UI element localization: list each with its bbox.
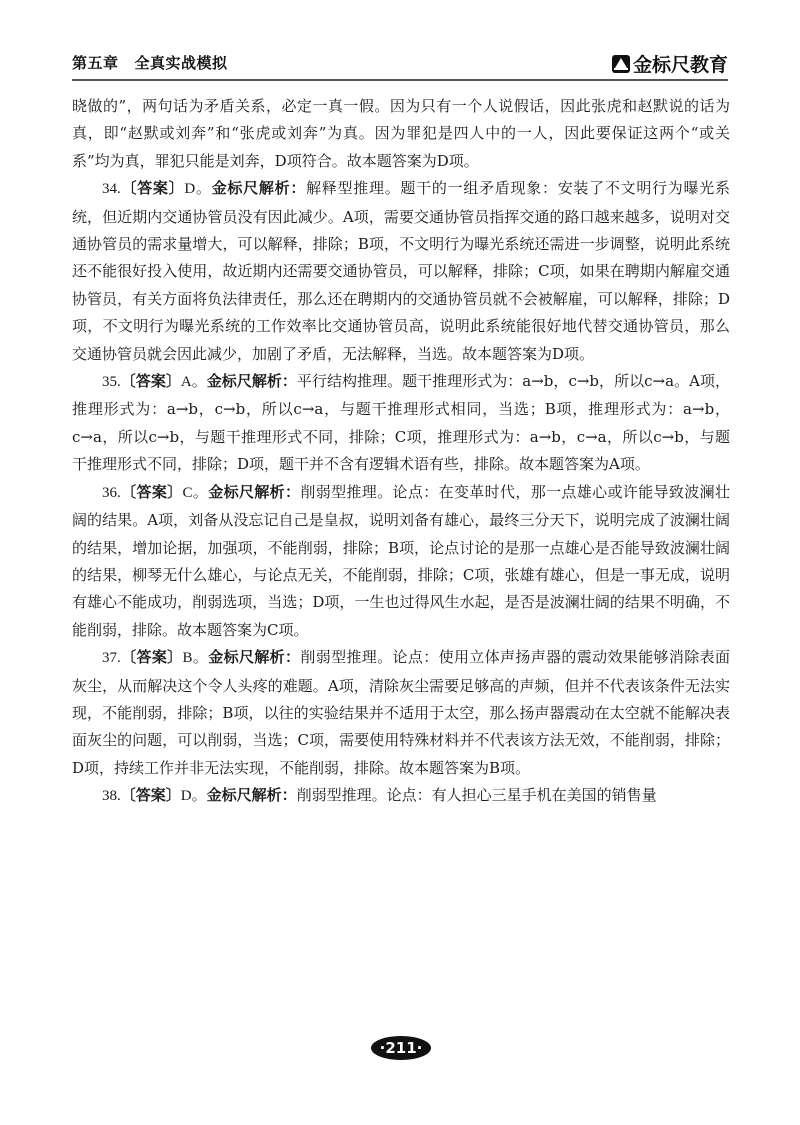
paragraph-text: 削弱型推理。论点：使用立体声扬声器的震动效果能够消除表面灰尘，从而解决这个令人头疼的难题。A项，清除灰尘需要足够高的声频，但并不代表该条件无法实现，不能削弱，排除；B项，以往的实验结果并不适用于太空，那么扬声器震动在太空就不能解决表面灰尘的问题，可以削弱，当选；C项，需要使用特殊材料并不代表该方法无效，不能削弱，排除；D项，持续工作并非无法实现，不能削弱，排除。故本题答案为B项。 — [72, 648, 730, 777]
header-divider — [72, 79, 728, 81]
question-number: 38. — [102, 788, 121, 805]
analysis-label: 金标尺解析： — [211, 179, 307, 198]
answer-paragraph-35 — [72, 368, 730, 479]
answer-paragraph-38 — [72, 782, 730, 810]
analysis-label: 金标尺解析： — [208, 648, 301, 667]
answer-tag: 〔答案〕 — [120, 372, 181, 391]
question-number: 34. — [102, 181, 121, 198]
answer-tag: 〔答案〕 — [120, 482, 183, 501]
answer-tag: 〔答案〕 — [120, 786, 181, 805]
paragraph-text: 解释型推理。题干的一组矛盾现象：安装了不文明行为曝光系统，但近期内交通协管员没有因此减少。A项，需要交通协管员指挥交通的路口越来越多，说明对交通协管员的需求量增大，可以解释，排除；B项，不文明行为曝光系统还需进一步调整，说明此系统还不能很好投入使用，故近期内还需要交通协管员，可以解释，排除；C项，如果在聘期内解雇交通协管员，有关方面将负法律责任，那么还在聘期内的交通协管员就不会被解雇，可以解释，排除；D项，不文明行为曝光系统的工作效率比交通协管员高，说明此系统能很好地代替交通协管员，那么交通协管员就会因此减少，加剧了矛盾，无法解释，当选。故本题答案为D项。 — [72, 179, 730, 363]
pyramid-logo-icon — [612, 55, 630, 73]
chapter-heading — [72, 52, 228, 73]
analysis-label: 金标尺解析： — [206, 786, 297, 805]
answer-letter: B。 — [182, 650, 209, 667]
brand-logo — [612, 50, 728, 77]
paragraph-text: 晓做的”，两句话为矛盾关系，必定一真一假。因为只有一个人说假话，因此张虎和赵默说的话为真，即“赵默或刘奔”和“张虎或刘奔”为真。因为罪犯是四人中的一人，因此要保证这两个“或关系”均为真，罪犯只能是刘奔，D项符合。故本题答案为D项。 — [72, 97, 730, 170]
answer-letter: D。 — [180, 788, 207, 805]
answer-letter: C。 — [182, 484, 209, 501]
chapter-number: 第五章 — [72, 54, 119, 72]
answer-tag: 〔答案〕 — [120, 179, 185, 198]
answer-letter: D。 — [184, 181, 212, 198]
analysis-label: 金标尺解析： — [206, 372, 297, 391]
question-number: 37. — [102, 650, 121, 667]
paragraph-text: 平行结构推理。题干推理形式为：a→b，c→b，所以c→a。A项，推理形式为：a→b，c→b，所以c→a，与题干推理形式相同，当选；B项，推理形式为：a→b，c→a，所以c→b，与题干推理形式不同，排除；C项，推理形式为：a→b，c→a，所以c→b，与题干推理形式不同，排除；D项，题干并不含有逻辑术语有些，排除。故本题答案为A项。 — [72, 372, 730, 474]
answer-paragraph-37 — [72, 644, 730, 782]
answer-paragraph-34 — [72, 175, 730, 368]
paragraph-text: 削弱型推理。论点：在变革时代，那一点雄心或许能导致波澜壮阔的结果。A项，刘备从没忘记自己是皇叔，说明刘备有雄心，最终三分天下，说明完成了波澜壮阔的结果，增加论据，加强项，不能削弱，排除；B项，论点讨论的是那一点雄心是否能导致波澜壮阔的结果，柳琴无什么雄心，与论点无关，不能削弱，排除；C项，张雄有雄心，但是一事无成，说明有雄心不能成功，削弱选项，当选；D项，一生也过得风生水起，是否是波澜壮阔的结果不明确，不能削弱，排除。故本题答案为C项。 — [72, 482, 730, 639]
page-body — [72, 93, 730, 811]
analysis-label: 金标尺解析： — [208, 482, 301, 501]
page-number-badge: ·211· — [371, 1036, 431, 1060]
question-number: 35. — [102, 374, 121, 391]
continuation-paragraph — [72, 93, 730, 175]
page-header — [72, 50, 728, 78]
answer-paragraph-36 — [72, 479, 730, 644]
chapter-title: 全真实战模拟 — [134, 54, 228, 72]
paragraph-text: 削弱型推理。论点：有人担心三星手机在美国的销售量 — [296, 786, 657, 805]
answer-tag: 〔答案〕 — [120, 648, 183, 667]
brand-name: 金标尺教育 — [632, 54, 728, 76]
answer-letter: A。 — [180, 374, 207, 391]
question-number: 36. — [102, 484, 121, 501]
